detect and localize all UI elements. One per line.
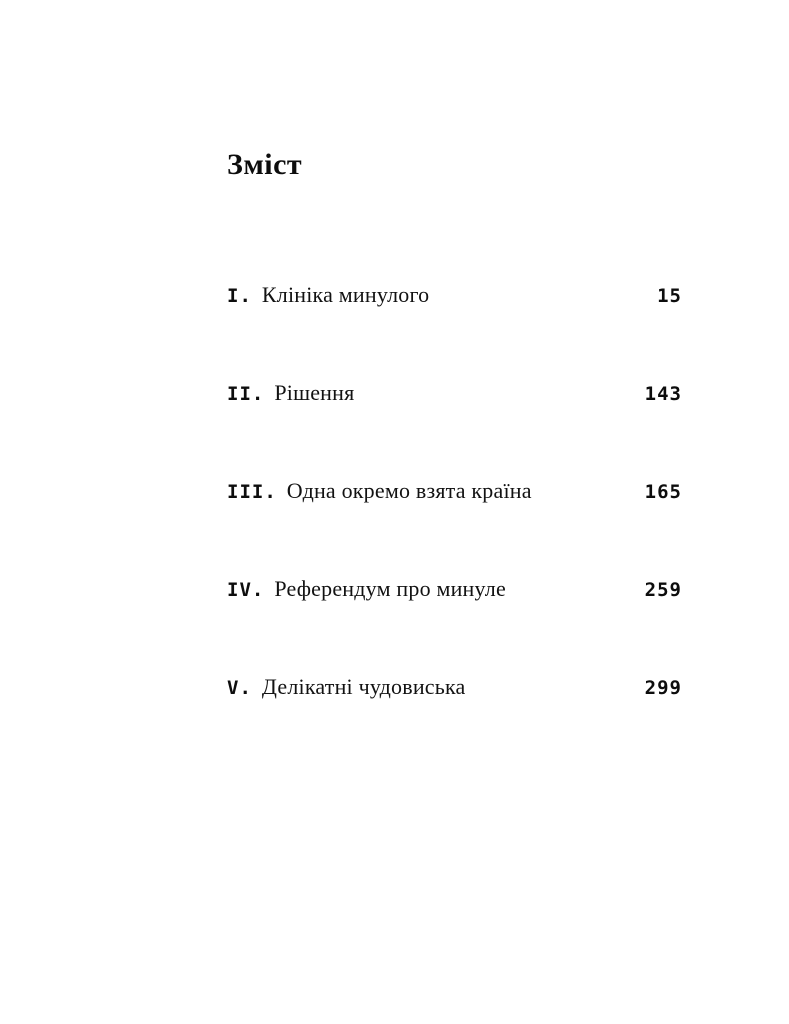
toc-entry-label (227, 478, 624, 504)
chapter-numeral: II. (227, 383, 265, 405)
page-title: Зміст (227, 148, 303, 181)
toc-entry-label (227, 282, 624, 308)
chapter-numeral: I. (227, 285, 252, 307)
table-of-contents (227, 282, 682, 772)
chapter-title: Клініка минулого (261, 282, 430, 307)
list-item[interactable] (227, 478, 682, 576)
list-item[interactable] (227, 282, 682, 380)
chapter-page-number: 15 (657, 285, 682, 307)
chapter-page-number: 299 (644, 677, 682, 699)
list-item[interactable] (227, 380, 682, 478)
chapter-page-number: 143 (644, 383, 682, 405)
chapter-numeral: III. (227, 481, 277, 503)
list-item[interactable] (227, 576, 682, 674)
chapter-title: Референдум про минуле (274, 576, 506, 601)
toc-entry-label (227, 576, 624, 602)
chapter-page-number: 259 (644, 579, 682, 601)
chapter-page-number: 165 (644, 481, 682, 503)
chapter-title: Делікатні чудовиська (261, 674, 466, 699)
list-item[interactable] (227, 674, 682, 772)
toc-entry-label (227, 380, 624, 406)
toc-entry-label (227, 674, 624, 700)
chapter-numeral: IV. (227, 579, 265, 601)
chapter-title: Рішення (274, 380, 355, 405)
chapter-title: Одна окремо взята країна (286, 478, 532, 503)
chapter-numeral: V. (227, 677, 252, 699)
